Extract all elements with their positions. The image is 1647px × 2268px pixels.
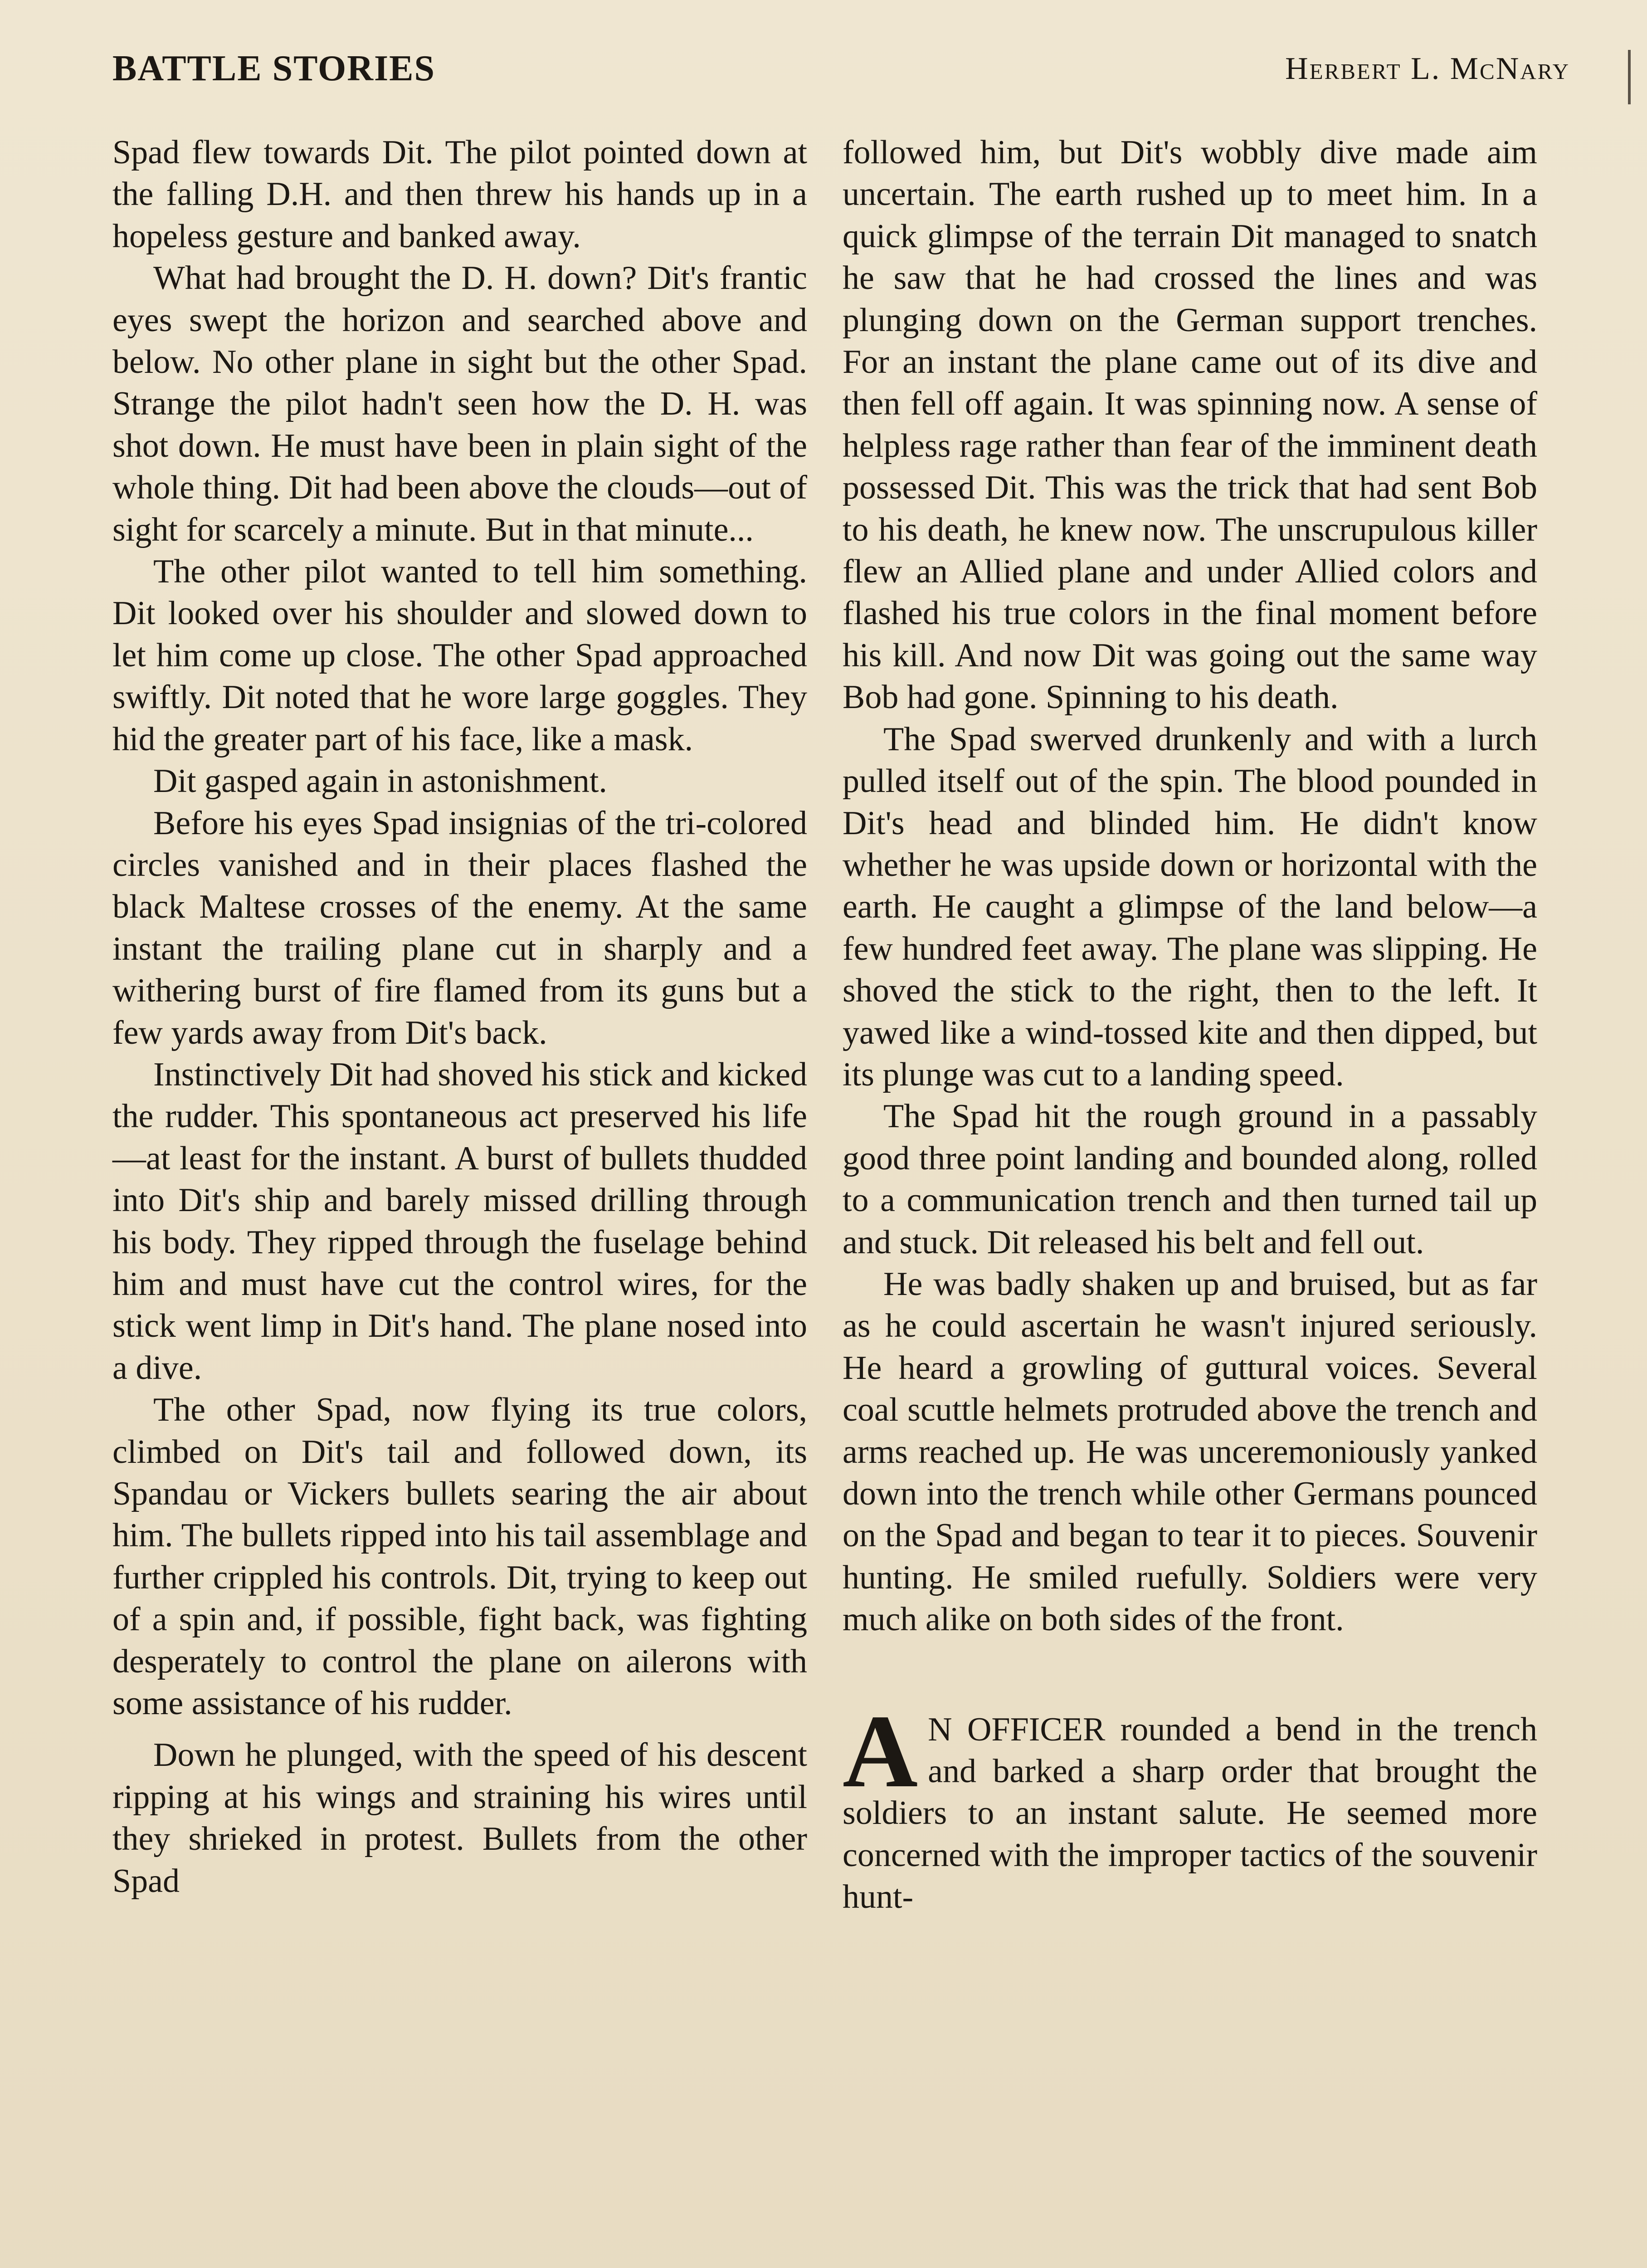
left-column — [112, 132, 807, 1902]
section-text: rounded a bend in the trench and barked a sharp order that brought the soldiers to an instant salute. He seemed more concerned with the improper tactics of the souvenir hunt- — [843, 1711, 1537, 1916]
paragraph: followed him, but Dit's wobbly dive made aim uncertain. The earth rushed up to meet him. In a quick glimpse of the terrain Dit managed to snatch he saw that he had crossed the lines and was plunging down on the German support trenches. For an instant the plane came out of its dive and then fell off again. It was spinning now. A sense of helpless rage rather than fear of the imminent death possessed Dit. This was the trick that had sent Bob to his death, he knew now. The unscrupulous killer flew an Allied plane and under Allied colors and flashed his true colors in the final moment before his kill. And now Dit was going out the same way Bob had gone. Spinning to his death. — [843, 134, 1537, 716]
paragraph: Instinctively Dit had shoved his stick and kicked the rudder. This spontaneous act preserved his life—at least for the instant. A burst of bullets thudded into Dit's ship and barely missed drilling through his body. They ripped through the fuselage behind him and must have cut the control wires, for the stick went limp in Dit's hand. The plane nosed into a dive. — [112, 1056, 807, 1387]
paragraph: The Spad hit the rough ground in a passably good three point landing and bounded along, rolled to a communication trench and then turned tail up and stuck. Dit released his belt and fell out. — [843, 1098, 1537, 1261]
page-edge-mark — [1628, 50, 1631, 104]
running-head-title: BATTLE STORIES — [112, 49, 436, 88]
paragraph: The other Spad, now flying its true colors, climbed on Dit's tail and followed down, its Spandau or Vickers bullets searing the air about him. The bullets ripped into his tail assemblage and further crippled his controls. Dit, trying to keep out of a spin and, if possible, fight back, was fighting desperately to control the plane on ailerons with some assistance of his rudder. — [112, 1391, 807, 1722]
lead-in: N OFFICER — [928, 1711, 1106, 1748]
paragraph: What had brought the D. H. down? Dit's frantic eyes swept the horizon and searched above and below. No other plane in sight but the other Spad. Strange the pilot hadn't seen how the D. H. was shot down. He must have been in plain sight of the whole thing. Dit had been above the clouds—out of sight for scarcely a minute. But in that minute... — [112, 259, 807, 548]
paragraph: The other pilot wanted to tell him something. Dit looked over his shoulder and slowed down to let him come up close. The other Spad approached swiftly. Dit noted that he wore large goggles. They hid the greater part of his face, like a mask. — [112, 553, 807, 758]
paragraph: Dit gasped again in astonishment. — [153, 763, 607, 800]
paragraph: Down he plunged, with the speed of his descent ripping at his wings and straining his wires until they shrieked in protest. Bullets from the other Spad — [112, 1736, 807, 1900]
running-head-author: Herbert L. McNary — [1285, 51, 1570, 86]
paragraph: The Spad swerved drunkenly and with a lurch pulled itself out of the spin. The blood pounded in Dit's head and blinded him. He didn't know whether he was upside down or horizontal with the earth. He caught a glimpse of the land below—a few hundred feet away. The plane was slipping. He shoved the stick to the right, then to the left. It yawed like a wind-tossed kite and then dipped, but its plunge was cut to a landing speed. — [843, 720, 1537, 1093]
section-opening-paragraph — [843, 1693, 1537, 1918]
paragraph: Spad flew towards Dit. The pilot pointed down at the falling D.H. and then threw his hands up in a hopeless gesture and banked away. — [112, 134, 807, 255]
right-column — [843, 132, 1537, 1918]
drop-cap: A — [843, 1693, 918, 1809]
paragraph: He was badly shaken up and bruised, but as far as he could ascertain he wasn't injured seriously. He heard a growling of guttural voices. Several coal scuttle helmets protruded above the trench and arms reached up. He was unceremoniously yanked down into the trench while other Germans pounced on the Spad and began to tear it to pieces. Souvenir hunting. He smiled ruefully. Soldiers were very much alike on both sides of the front. — [843, 1265, 1537, 1638]
paragraph: Before his eyes Spad insignias of the tri-colored circles vanished and in their places flashed the black Maltese crosses of the enemy. At the same instant the trailing plane cut in sharply and a withering burst of fire flamed from its guns but a few yards away from Dit's back. — [112, 804, 807, 1051]
